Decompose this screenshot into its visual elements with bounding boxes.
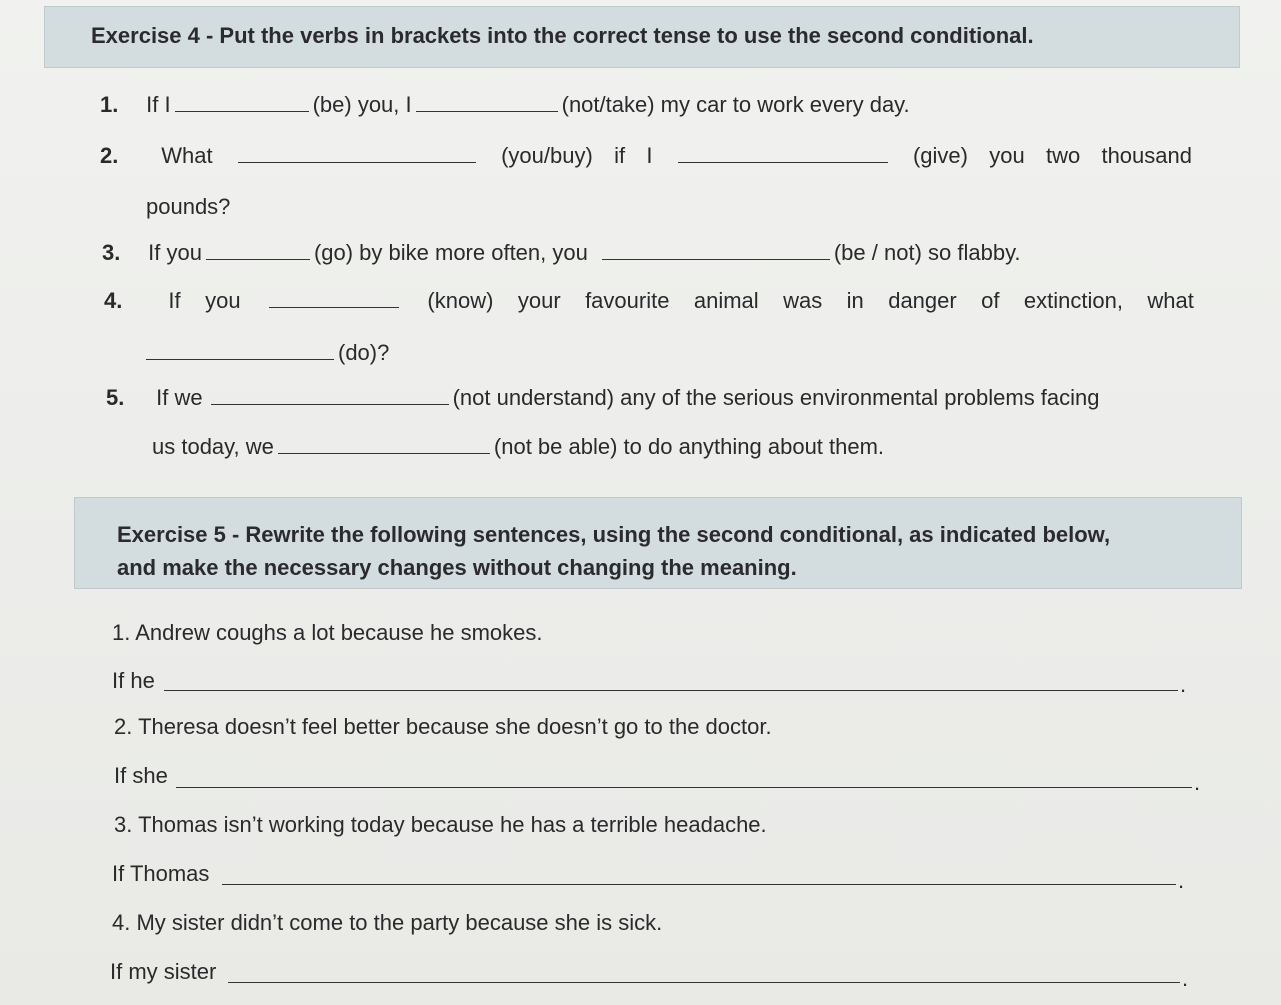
ex4-item-4-continued bbox=[146, 340, 389, 366]
item-text: What bbox=[161, 143, 213, 168]
item-text: (you/buy) bbox=[501, 143, 593, 168]
exercise-4-title: Exercise 4 - Put the verbs in brackets into the correct tense to use the second conditional. bbox=[91, 23, 1034, 48]
end-period: . bbox=[1180, 672, 1187, 697]
item-text: (do)? bbox=[338, 340, 390, 365]
item-text: in bbox=[846, 288, 864, 313]
answer-blank[interactable] bbox=[278, 435, 490, 454]
item-number: 4. bbox=[104, 288, 123, 313]
item-text: If I bbox=[146, 92, 171, 117]
item-text: favourite bbox=[585, 288, 670, 313]
item-text: if bbox=[614, 143, 626, 168]
item-text: you bbox=[989, 143, 1025, 168]
ex5-item-1-sentence: 1. Andrew coughs a lot because he smokes. bbox=[112, 620, 543, 645]
answer-blank[interactable] bbox=[269, 289, 399, 308]
ex4-item-5 bbox=[106, 385, 1100, 411]
ex4-item-4 bbox=[104, 288, 1194, 314]
answer-blank[interactable] bbox=[416, 93, 558, 112]
item-text: I bbox=[646, 143, 653, 168]
item-number: 3. bbox=[102, 240, 121, 265]
answer-blank[interactable] bbox=[206, 241, 310, 260]
end-period: . bbox=[1178, 868, 1185, 893]
ex5-item-4-sentence: 4. My sister didn’t come to the party because she is sick. bbox=[112, 910, 663, 935]
item-text: us today, we bbox=[152, 434, 274, 459]
ex4-item-1 bbox=[100, 92, 910, 118]
ex5-item-2-prompt: If she bbox=[114, 763, 168, 788]
item-text: danger bbox=[888, 288, 957, 313]
ex5-item-1-prompt: If he bbox=[112, 668, 155, 693]
answer-blank[interactable] bbox=[602, 241, 830, 260]
ex5-item-1-answer-line[interactable] bbox=[164, 690, 1178, 691]
item-text: If we bbox=[156, 385, 203, 410]
item-text: (not be able) to do anything about them. bbox=[493, 434, 885, 459]
ex4-item-2-continued bbox=[146, 194, 230, 220]
exercise-5-title-line-1: Exercise 5 - Rewrite the following sentences, using the second conditional, as indicated below, bbox=[117, 522, 1111, 547]
ex4-item-2 bbox=[100, 143, 1192, 169]
item-text: (be) you, I bbox=[312, 92, 412, 117]
item-text: If you bbox=[148, 240, 202, 265]
item-text: (not/take) my car to work every day. bbox=[561, 92, 910, 117]
answer-blank[interactable] bbox=[146, 341, 334, 360]
item-text: thousand bbox=[1101, 143, 1192, 168]
end-period: . bbox=[1194, 770, 1201, 795]
ex5-item-2-answer-line[interactable] bbox=[176, 787, 1192, 788]
item-text: pounds? bbox=[146, 194, 231, 219]
item-text: (go) by bike more often, you bbox=[313, 240, 588, 265]
exercise-5-heading bbox=[74, 497, 1242, 589]
item-text: was bbox=[783, 288, 823, 313]
item-text: what bbox=[1147, 288, 1194, 313]
exercise-4-heading bbox=[44, 6, 1240, 68]
item-text: If bbox=[168, 288, 181, 313]
item-text: you bbox=[205, 288, 241, 313]
answer-blank[interactable] bbox=[238, 144, 476, 163]
answer-blank[interactable] bbox=[678, 144, 888, 163]
item-text: your bbox=[517, 288, 561, 313]
item-text: of bbox=[981, 288, 1000, 313]
ex5-item-2-sentence: 2. Theresa doesn’t feel better because she doesn’t go to the doctor. bbox=[114, 714, 772, 739]
item-number: 5. bbox=[106, 385, 125, 410]
item-text: two bbox=[1045, 143, 1081, 168]
ex5-item-3-answer-line[interactable] bbox=[222, 884, 1176, 885]
ex5-item-4-answer-line[interactable] bbox=[228, 982, 1180, 983]
item-number: 1. bbox=[100, 92, 119, 117]
ex5-item-3-prompt: If Thomas bbox=[112, 861, 210, 886]
ex4-item-3 bbox=[102, 240, 1021, 266]
item-text: (not understand) any of the serious environmental problems facing bbox=[452, 385, 1100, 410]
answer-blank[interactable] bbox=[175, 93, 309, 112]
item-text: (be / not) so flabby. bbox=[833, 240, 1021, 265]
answer-blank[interactable] bbox=[211, 386, 449, 405]
ex4-item-5-continued bbox=[152, 434, 884, 460]
item-number: 2. bbox=[100, 143, 119, 168]
exercise-5-title-line-2: and make the necessary changes without changing the meaning. bbox=[117, 555, 797, 580]
item-text: animal bbox=[693, 288, 759, 313]
item-text: (know) bbox=[427, 288, 494, 313]
end-period: . bbox=[1182, 966, 1189, 991]
item-text: (give) bbox=[912, 143, 968, 168]
ex5-item-3-sentence: 3. Thomas isn’t working today because he has a terrible headache. bbox=[114, 812, 767, 837]
ex5-item-4-prompt: If my sister bbox=[110, 959, 217, 984]
item-text: extinction, bbox=[1023, 288, 1123, 313]
